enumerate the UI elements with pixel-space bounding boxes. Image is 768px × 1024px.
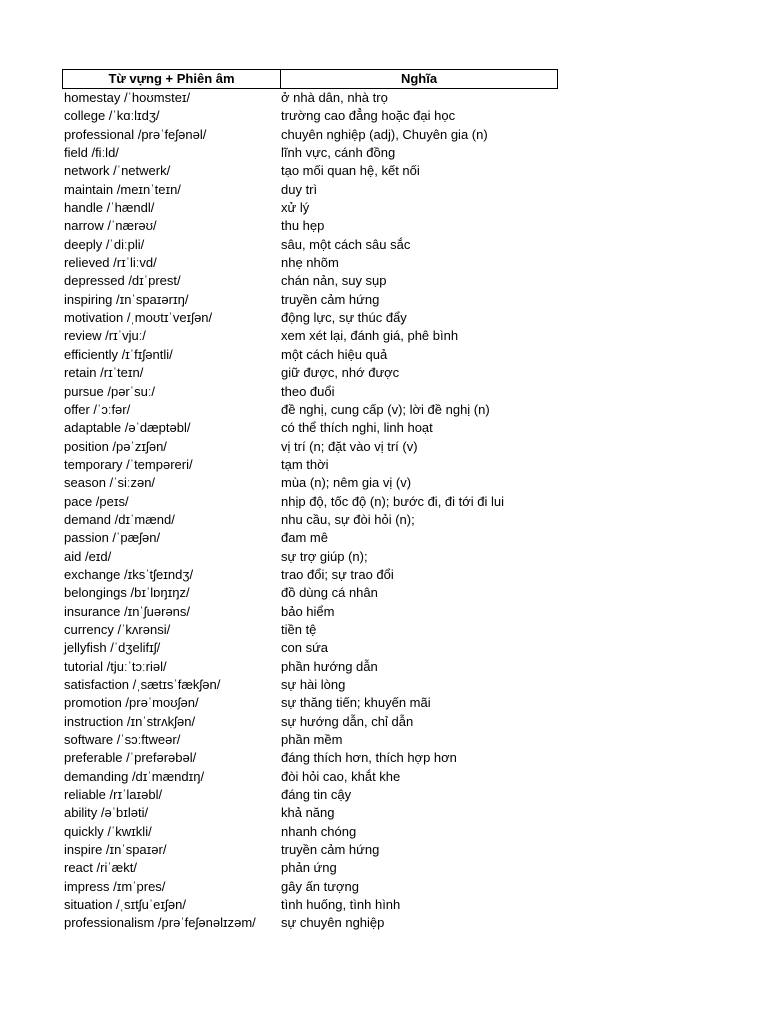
vocab-meaning-cell: thu hẹp — [281, 218, 325, 234]
vocab-word-cell: maintain /meɪnˈteɪn/ — [64, 181, 181, 197]
table-row — [62, 236, 558, 254]
table-row — [62, 859, 558, 877]
vocab-meaning-cell: chuyên nghiệp (adj), Chuyên gia (n) — [281, 126, 488, 142]
vocab-word-cell: handle /ˈhændl/ — [64, 200, 155, 216]
vocab-word-cell: inspire /ɪnˈspaɪər/ — [64, 842, 167, 858]
vocab-meaning-cell: xử lý — [281, 200, 310, 216]
vocab-word-cell: demand /dɪˈmænd/ — [64, 511, 175, 527]
header-word-column: Từ vựng + Phiên âm — [63, 70, 281, 88]
table-row — [62, 272, 558, 290]
vocab-word-cell: belongings /bɪˈlɒŋɪŋz/ — [64, 585, 190, 601]
table-row — [62, 914, 558, 932]
vocab-meaning-cell: con sứa — [281, 640, 329, 656]
table-body — [62, 89, 558, 933]
table-row — [62, 474, 558, 492]
table-row — [62, 529, 558, 547]
vocab-meaning-cell: mùa (n); nêm gia vị (v) — [281, 475, 412, 491]
vocab-word-cell: motivation /ˌmoʊtɪˈveɪʃən/ — [64, 310, 213, 326]
table-row — [62, 493, 558, 511]
vocab-meaning-cell: trường cao đẳng hoặc đại học — [281, 108, 456, 124]
table-row — [62, 639, 558, 657]
vocab-meaning-cell: nhịp độ, tốc độ (n); bước đi, đi tới đi lui — [281, 493, 505, 509]
vocab-meaning-cell: sự trợ giúp (n); — [281, 548, 368, 564]
vocab-meaning-cell: sự thăng tiến; khuyến mãi — [281, 695, 431, 711]
vocab-meaning-cell: ở nhà dân, nhà trọ — [281, 90, 388, 105]
vocabulary-table — [62, 69, 558, 933]
table-row — [62, 346, 558, 364]
vocab-word-cell: offer /ˈɔːfər/ — [64, 401, 131, 417]
vocab-word-cell: impress /ɪmˈpres/ — [64, 878, 166, 894]
vocab-word-cell: network /ˈnetwerk/ — [64, 163, 171, 179]
vocab-word-cell: inspiring /ɪnˈspaɪərɪŋ/ — [64, 291, 189, 307]
vocab-meaning-cell: nhẹ nhõm — [281, 255, 339, 271]
vocab-word-cell: ability /əˈbɪləti/ — [64, 805, 149, 821]
vocab-word-cell: insurance /ɪnˈʃuərəns/ — [64, 603, 191, 619]
table-row — [62, 181, 558, 199]
table-row — [62, 456, 558, 474]
vocab-word-cell: review /rɪˈvjuː/ — [64, 328, 146, 344]
vocab-meaning-cell: chán nản, suy sụp — [281, 273, 387, 289]
table-row — [62, 254, 558, 272]
vocab-meaning-cell: tạm thời — [281, 456, 329, 472]
table-row — [62, 511, 558, 529]
vocab-word-cell: temporary /ˈtempəreri/ — [64, 456, 193, 472]
table-row — [62, 162, 558, 180]
vocab-meaning-cell: có thể thích nghi, linh hoạt — [281, 420, 433, 436]
vocab-meaning-cell: đáng tin cậy — [281, 787, 352, 803]
vocab-word-cell: aid /eɪd/ — [64, 548, 112, 564]
table-row — [62, 676, 558, 694]
table-row — [62, 309, 558, 327]
table-row — [62, 548, 558, 566]
vocab-word-cell: jellyfish /ˈdʒelifɪʃ/ — [64, 640, 161, 656]
vocab-meaning-cell: đề nghị, cung cấp (v); lời đề nghị (n) — [281, 401, 490, 417]
table-row — [62, 217, 558, 235]
vocab-meaning-cell: tiền tệ — [281, 621, 317, 637]
vocab-word-cell: position /pəˈzɪʃən/ — [64, 438, 167, 454]
vocab-meaning-cell: nhanh chóng — [281, 823, 357, 839]
vocab-meaning-cell: một cách hiệu quả — [281, 346, 388, 362]
vocab-meaning-cell: sự hướng dẫn, chỉ dẫn — [281, 713, 414, 729]
vocab-meaning-cell: truyền cảm hứng — [281, 842, 380, 858]
table-row — [62, 89, 558, 107]
table-row — [62, 419, 558, 437]
vocab-word-cell: exchange /ɪksˈtʃeɪndʒ/ — [64, 566, 194, 582]
vocab-meaning-cell: động lực, sự thúc đẩy — [281, 310, 407, 326]
vocab-word-cell: relieved /rɪˈliːvd/ — [64, 255, 157, 271]
vocab-meaning-cell: duy trì — [281, 181, 318, 197]
vocab-word-cell: efficiently /ɪˈfɪʃəntli/ — [64, 346, 173, 362]
table-row — [62, 694, 558, 712]
vocab-meaning-cell: gây ấn tượng — [281, 878, 359, 894]
vocab-word-cell: passion /ˈpæʃən/ — [64, 530, 161, 546]
vocab-word-cell: field /fiːld/ — [64, 145, 119, 161]
table-row — [62, 603, 558, 621]
vocab-word-cell: professionalism /prəˈfeʃənəlɪzəm/ — [64, 915, 256, 931]
table-row — [62, 731, 558, 749]
vocab-word-cell: season /ˈsiːzən/ — [64, 475, 156, 491]
vocab-word-cell: reliable /rɪˈlaɪəbl/ — [64, 787, 163, 803]
table-header — [62, 69, 558, 89]
vocab-word-cell: adaptable /əˈdæptəbl/ — [64, 420, 191, 436]
vocab-word-cell: professional /prəˈfeʃənəl/ — [64, 126, 207, 142]
vocab-meaning-cell: sâu, một cách sâu sắc — [281, 236, 411, 252]
table-row — [62, 107, 558, 125]
table-row — [62, 804, 558, 822]
table-row — [62, 144, 558, 162]
table-row — [62, 566, 558, 584]
table-row — [62, 878, 558, 896]
vocab-meaning-cell: nhu cầu, sự đòi hỏi (n); — [281, 511, 415, 527]
table-row — [62, 401, 558, 419]
table-row — [62, 327, 558, 345]
vocab-word-cell: retain /rɪˈteɪn/ — [64, 365, 144, 381]
vocab-word-cell: homestay /ˈhoʊmsteɪ/ — [64, 90, 191, 105]
vocab-word-cell: software /ˈsɔːftweər/ — [64, 732, 181, 748]
vocab-meaning-cell: phần mềm — [281, 732, 343, 748]
vocab-meaning-cell: theo đuổi — [281, 383, 335, 399]
vocab-meaning-cell: truyền cảm hứng — [281, 291, 380, 307]
table-row — [62, 896, 558, 914]
vocab-word-cell: react /riˈækt/ — [64, 860, 137, 876]
vocab-meaning-cell: đam mê — [281, 530, 328, 546]
vocab-word-cell: pace /peɪs/ — [64, 493, 129, 509]
vocab-meaning-cell: lĩnh vực, cánh đồng — [281, 145, 396, 161]
vocab-meaning-cell: vị trí (n; đặt vào vị trí (v) — [281, 438, 418, 454]
vocab-word-cell: currency /ˈkʌrənsi/ — [64, 621, 171, 637]
vocab-word-cell: demanding /dɪˈmændɪŋ/ — [64, 768, 205, 784]
table-row — [62, 584, 558, 602]
vocab-word-cell: quickly /ˈkwɪkli/ — [64, 823, 152, 839]
table-row — [62, 658, 558, 676]
table-row — [62, 841, 558, 859]
table-row — [62, 438, 558, 456]
vocab-meaning-cell: đòi hỏi cao, khắt khe — [281, 768, 401, 784]
vocab-meaning-cell: sự chuyên nghiệp — [281, 915, 385, 931]
vocab-meaning-cell: phần hướng dẫn — [281, 658, 378, 674]
vocab-meaning-cell: khả năng — [281, 805, 335, 821]
table-row — [62, 364, 558, 382]
vocab-word-cell: college /ˈkɑːlɪdʒ/ — [64, 108, 160, 124]
table-row — [62, 291, 558, 309]
vocab-meaning-cell: đáng thích hơn, thích hợp hơn — [281, 750, 457, 766]
vocab-meaning-cell: tình huống, tình hình — [281, 897, 401, 913]
table-row — [62, 126, 558, 144]
vocab-meaning-cell: phản ứng — [281, 860, 337, 876]
vocab-meaning-cell: đồ dùng cá nhân — [281, 585, 378, 601]
vocab-word-cell: deeply /ˈdiːpli/ — [64, 236, 145, 252]
table-row — [62, 786, 558, 804]
table-row — [62, 749, 558, 767]
table-row — [62, 713, 558, 731]
header-meaning-column: Nghĩa — [400, 71, 438, 86]
vocab-word-cell: tutorial /tjuːˈtɔːriəl/ — [64, 658, 167, 674]
table-row — [62, 768, 558, 786]
vocab-word-cell: instruction /ɪnˈstrʌkʃən/ — [64, 713, 196, 729]
table-row — [62, 199, 558, 217]
vocab-word-cell: depressed /dɪˈprest/ — [64, 273, 181, 289]
vocab-word-cell: promotion /prəˈmoʊʃən/ — [64, 695, 199, 711]
vocab-meaning-cell: xem xét lại, đánh giá, phê bình — [281, 328, 459, 344]
vocab-meaning-cell: bảo hiểm — [281, 603, 335, 619]
table-row — [62, 383, 558, 401]
vocab-word-cell: situation /ˌsɪtʃuˈeɪʃən/ — [64, 897, 186, 913]
vocab-meaning-cell: giữ được, nhớ được — [281, 365, 400, 381]
vocab-meaning-cell: tạo mối quan hệ, kết nối — [281, 163, 420, 179]
vocab-word-cell: satisfaction /ˌsætɪsˈfækʃən/ — [64, 677, 221, 692]
vocab-meaning-cell: sự hài lòng — [281, 677, 346, 692]
table-row — [62, 621, 558, 639]
vocab-meaning-cell: trao đổi; sự trao đổi — [281, 566, 394, 582]
vocab-word-cell: pursue /pərˈsuː/ — [64, 383, 156, 399]
vocab-word-cell: narrow /ˈnærəʊ/ — [64, 218, 157, 234]
vocab-word-cell: preferable /ˈprefərəbəl/ — [64, 750, 197, 766]
table-row — [62, 823, 558, 841]
